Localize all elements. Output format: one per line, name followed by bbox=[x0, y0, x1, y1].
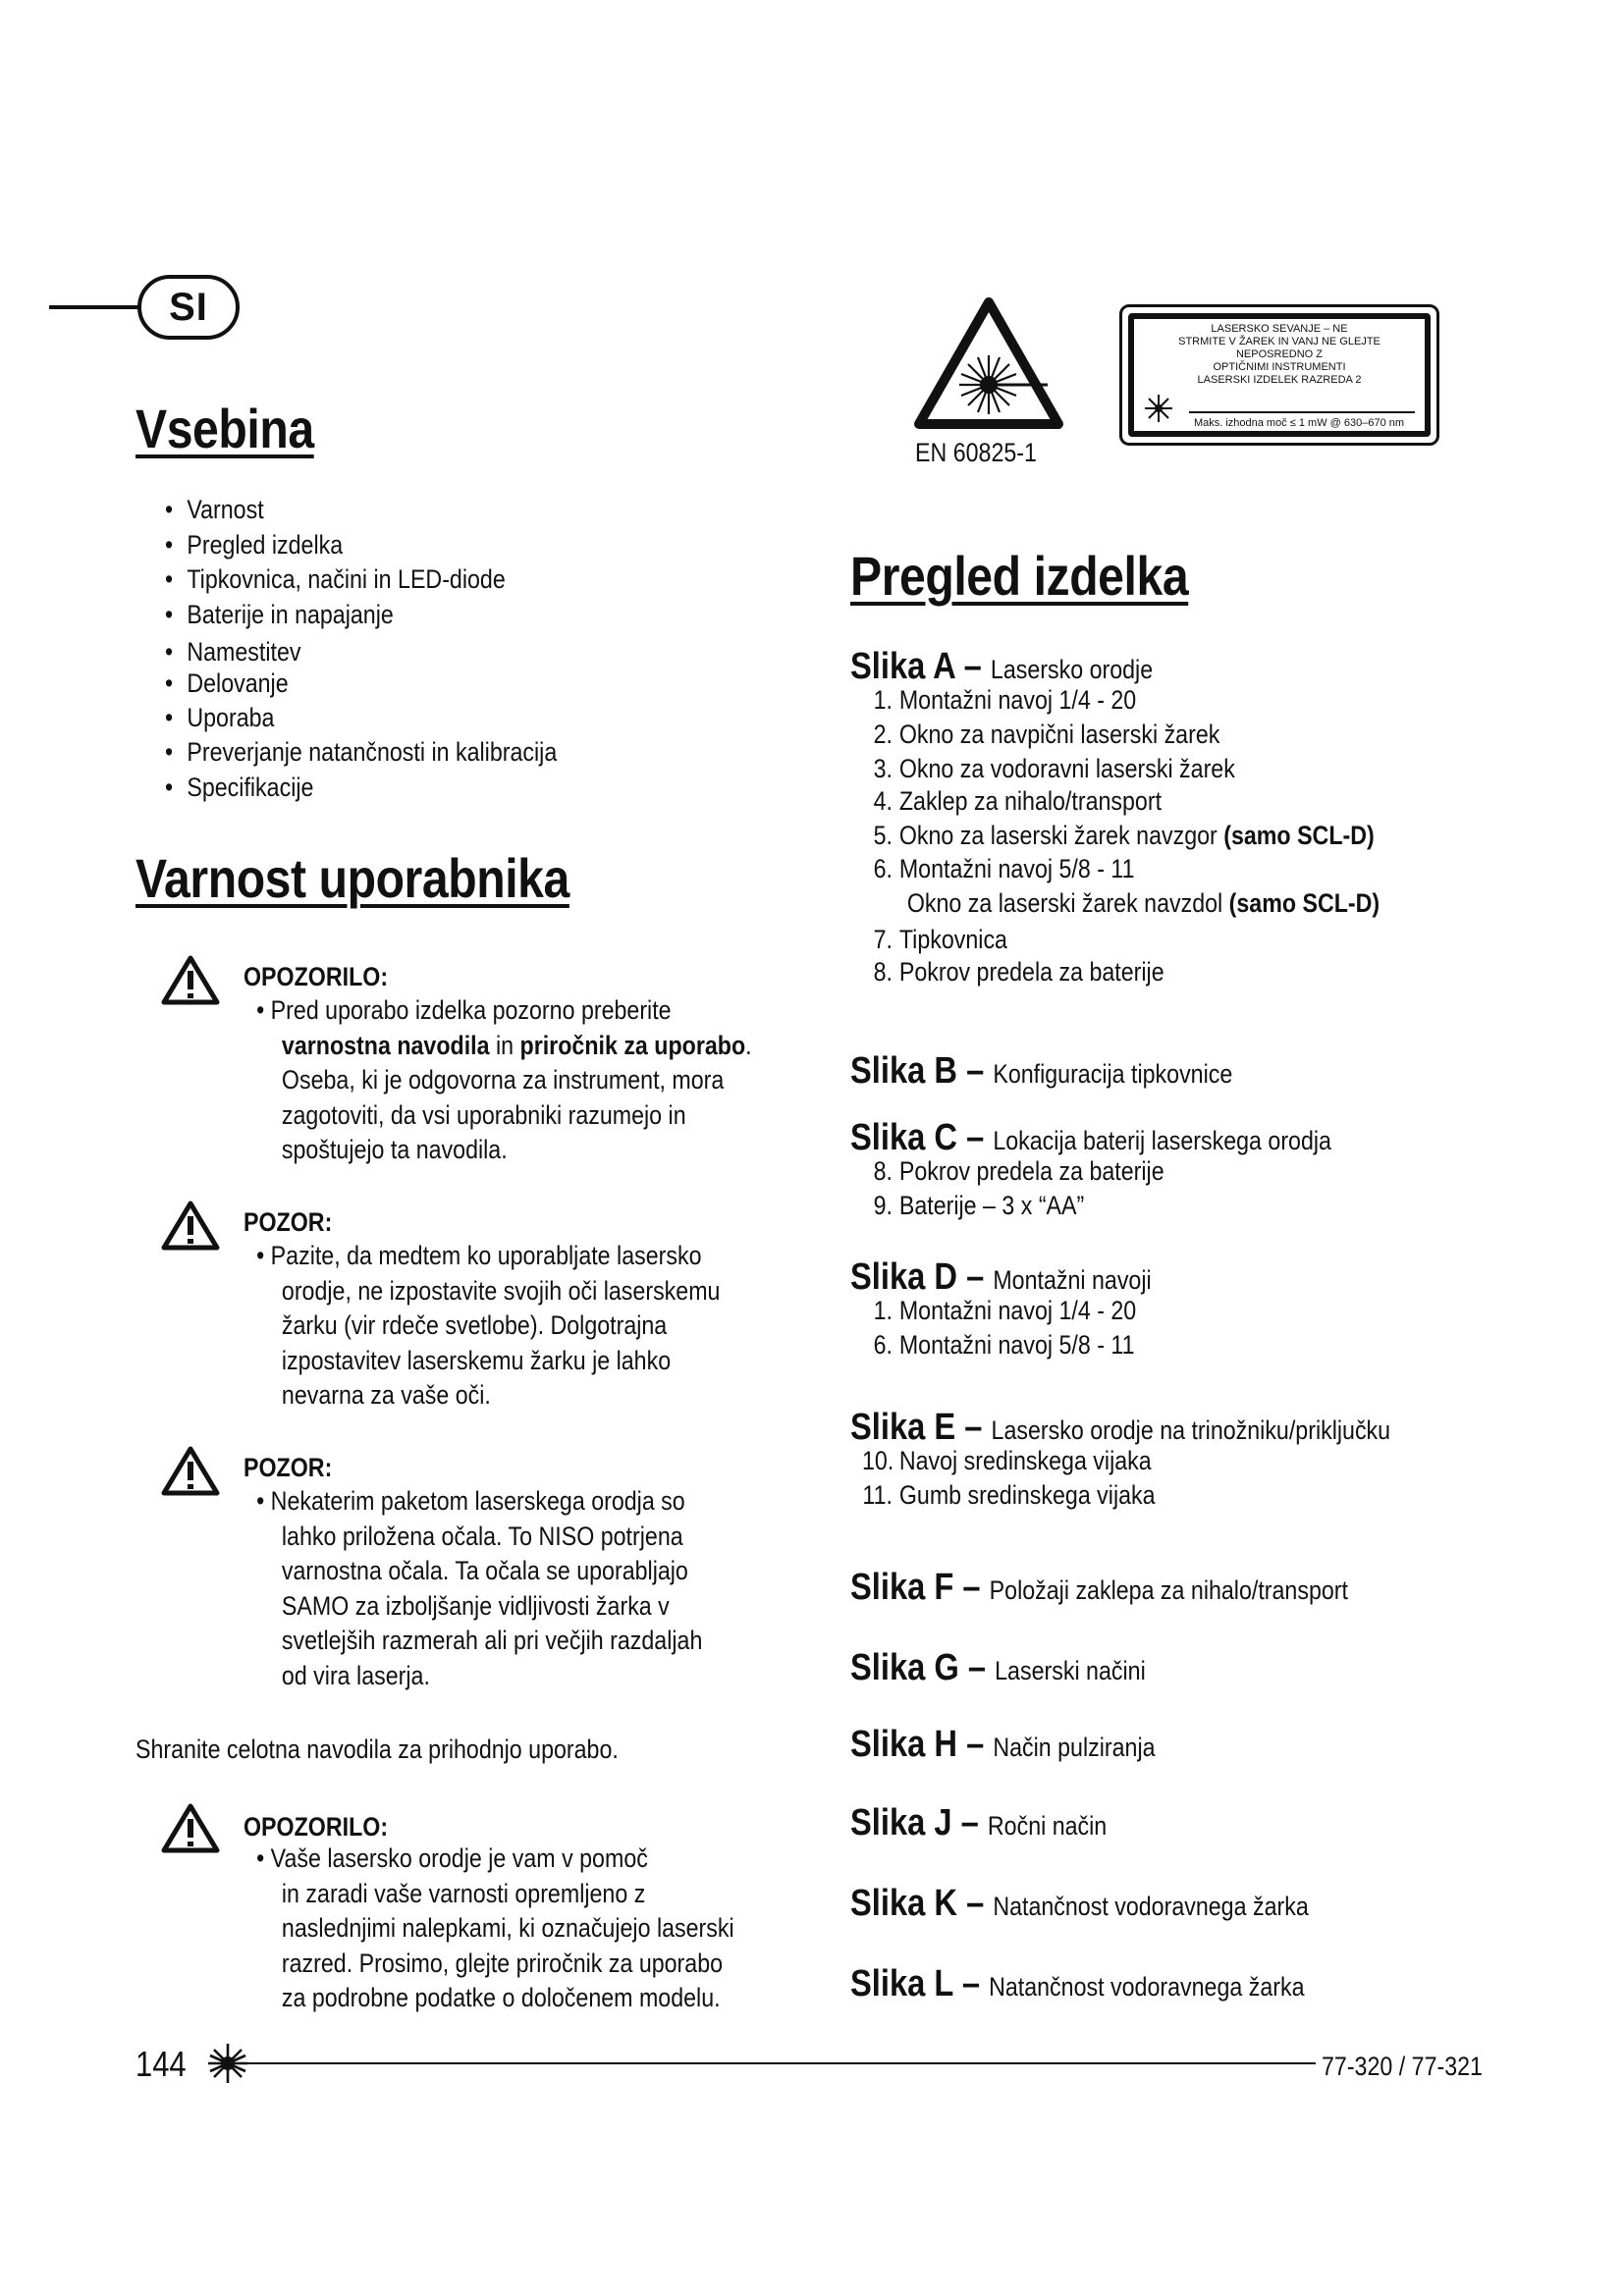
text-run: razred. Prosimo, glejte bbox=[281, 1948, 516, 1978]
text-run: . bbox=[745, 1030, 752, 1060]
part-number: 4. bbox=[873, 786, 893, 816]
figure-heading bbox=[850, 1567, 1348, 1609]
toc-item-label: Tipkovnica, načini in LED-diode bbox=[187, 564, 506, 594]
footer-rule bbox=[236, 2062, 1316, 2064]
part-label: Baterije – 3 x “AA” bbox=[898, 1191, 1085, 1220]
laser-hazard-icon bbox=[913, 296, 1064, 430]
part-label: Zaklep za nihalo/transport bbox=[898, 786, 1163, 816]
figure-description: Način pulziranja bbox=[993, 1733, 1156, 1762]
figure-heading bbox=[850, 1883, 1309, 1925]
figure-label: Slika D – bbox=[850, 1256, 994, 1298]
toc-item bbox=[165, 773, 313, 803]
toc-item bbox=[165, 637, 301, 667]
language-badge-line bbox=[49, 305, 139, 309]
figure-part-item bbox=[862, 1156, 1164, 1187]
text-run: • Nekaterim paketom laserskega orodja so bbox=[256, 1486, 685, 1516]
bullet: • bbox=[165, 737, 174, 767]
bullet: • bbox=[165, 530, 174, 560]
warning-line bbox=[269, 1344, 720, 1379]
figure-part-item bbox=[862, 1330, 1134, 1361]
figure-heading bbox=[850, 646, 1153, 688]
bullet: • bbox=[165, 495, 174, 524]
figure-label: Slika A – bbox=[850, 646, 991, 687]
warning-line bbox=[269, 1520, 702, 1555]
figure-part-item bbox=[862, 957, 1164, 988]
warning-line bbox=[269, 1063, 752, 1098]
part-label: Tipkovnica bbox=[898, 925, 1007, 954]
text-run: naslednjimi nalepkami, ki označujejo laserski bbox=[281, 1913, 734, 1943]
text-run: za podrobne podatke o določenem modelu. bbox=[281, 1983, 721, 2012]
part-number: 9. bbox=[873, 1191, 893, 1220]
toc-item-label: Specifikacije bbox=[187, 773, 314, 802]
figure-description: Natančnost vodoravnega žarka bbox=[989, 1972, 1305, 2002]
toc-item bbox=[165, 564, 506, 595]
toc-title: Vsebina bbox=[135, 398, 314, 459]
text-run: lahko priložena očala. To NISO potrjena bbox=[281, 1521, 683, 1551]
warning-title: OPOZORILO: bbox=[244, 1812, 389, 1842]
figure-description: Ročni način bbox=[987, 1811, 1108, 1841]
figure-heading bbox=[850, 1647, 1146, 1689]
language-badge: SI bbox=[137, 275, 240, 340]
laser-label-line: LASERSKO SEVANJE – NE bbox=[1211, 323, 1348, 335]
text-run: spoštujejo ta navodila. bbox=[281, 1135, 508, 1164]
laser-label-divider bbox=[1189, 411, 1415, 413]
laser-standard-label: EN 60825-1 bbox=[915, 438, 1037, 467]
figure-description: Lokacija baterij laserskega orodja bbox=[993, 1126, 1331, 1155]
warning-line bbox=[269, 1029, 752, 1064]
laser-output-text: Maks. izhodna moč ≤ 1 mW @ 630–670 nm bbox=[1193, 417, 1405, 429]
part-number: 8. bbox=[873, 1156, 893, 1186]
figure-part-item bbox=[862, 1480, 1156, 1511]
warning-line bbox=[269, 1274, 720, 1309]
figure-heading bbox=[850, 1050, 1232, 1093]
part-label: Montažni navoj 5/8 - 11 bbox=[898, 854, 1135, 883]
bullet: • bbox=[165, 773, 174, 802]
warning-line bbox=[269, 1659, 702, 1694]
figure-heading bbox=[850, 1117, 1331, 1159]
safety-title: Varnost uporabnika bbox=[135, 847, 569, 909]
warning-text bbox=[256, 1842, 734, 2016]
toc-item-label: Delovanje bbox=[187, 668, 289, 698]
figure-heading bbox=[850, 1724, 1156, 1766]
figure-label: Slika J – bbox=[850, 1802, 988, 1843]
toc-item bbox=[165, 530, 343, 561]
toc-item-label: Uporaba bbox=[187, 703, 275, 732]
laser-label-text bbox=[1134, 323, 1425, 387]
figure-part-item bbox=[862, 1191, 1084, 1221]
warning-line bbox=[269, 1378, 720, 1414]
figure-description: Konfiguracija tipkovnice bbox=[993, 1059, 1233, 1089]
toc-item bbox=[165, 495, 264, 525]
part-label: Okno za navpični laserski žarek bbox=[898, 720, 1220, 749]
warning-line bbox=[256, 1239, 720, 1274]
figure-part-item bbox=[862, 720, 1219, 750]
bold-term: priročnik za uporabo bbox=[519, 1030, 746, 1060]
bullet: • bbox=[165, 668, 174, 698]
text-run: zagotoviti, da vsi uporabniki razumejo in bbox=[281, 1099, 686, 1130]
text-run: • Vaše lasersko orodje je vam v pomoč bbox=[256, 1843, 648, 1873]
figure-label: Slika K – bbox=[850, 1883, 994, 1924]
figure-description: Lasersko orodje na trinožniku/priključku bbox=[991, 1415, 1391, 1445]
figure-part-item bbox=[862, 925, 1007, 955]
part-label: Okno za vodoravni laserski žarek bbox=[898, 754, 1235, 783]
laser-class-label bbox=[1119, 304, 1439, 446]
model-number: 77-320 / 77-321 bbox=[1322, 2052, 1483, 2081]
warning-triangle-icon bbox=[161, 1802, 220, 1853]
part-label: Pokrov predela za baterije bbox=[898, 1156, 1164, 1186]
text-run: svetlejših razmerah ali pri večjih razdaljah bbox=[281, 1626, 703, 1655]
warning-line bbox=[256, 1842, 734, 1877]
figure-label: Slika C – bbox=[850, 1117, 994, 1158]
part-number: 11. bbox=[862, 1480, 893, 1510]
warning-line bbox=[269, 1877, 734, 1912]
figure-heading bbox=[850, 1802, 1107, 1844]
part-label: Montažni navoj 1/4 - 20 bbox=[898, 1296, 1137, 1325]
toc-item-label: Namestitev bbox=[187, 637, 301, 667]
text-run: izpostavitev laserskemu žarku je lahko bbox=[281, 1345, 672, 1375]
figure-heading bbox=[850, 1407, 1390, 1449]
figure-description: Natančnost vodoravnega žarka bbox=[993, 1892, 1309, 1921]
text-run: žarku (vir rdeče svetlobe). Dolgotrajna bbox=[281, 1310, 668, 1340]
warning-line bbox=[256, 993, 752, 1029]
warning-title: OPOZORILO: bbox=[244, 962, 389, 991]
laser-label-line: NEPOSREDNO Z bbox=[1235, 348, 1323, 360]
warning-triangle-icon bbox=[161, 1445, 220, 1496]
warning-line bbox=[269, 1554, 702, 1589]
part-note: (samo SCL-D) bbox=[1228, 888, 1380, 918]
figure-heading bbox=[850, 1963, 1305, 2005]
text-run: SAMO za izboljšanje vidljivosti žarka v bbox=[281, 1590, 670, 1621]
warning-triangle-icon bbox=[161, 1200, 220, 1251]
safety-note: Shranite celotna navodila za prihodnjo uporabo. bbox=[135, 1735, 619, 1764]
warning-line bbox=[269, 1133, 752, 1168]
toc-item bbox=[165, 600, 394, 630]
figure-part-item bbox=[862, 1446, 1152, 1476]
figure-description: Montažni navoji bbox=[993, 1265, 1152, 1295]
text-run: • Pazite, da medtem ko uporabljate lasersko bbox=[256, 1241, 702, 1270]
part-label: Gumb sredinskega vijaka bbox=[898, 1480, 1156, 1510]
warning-text bbox=[256, 993, 752, 1168]
bullet: • bbox=[165, 637, 174, 667]
text-run: priročnik za uporabo bbox=[515, 1948, 724, 1978]
bold-term: varnostna navodila bbox=[281, 1030, 490, 1060]
figure-label: Slika E – bbox=[850, 1407, 992, 1448]
warning-text bbox=[256, 1239, 721, 1414]
warning-line bbox=[269, 1947, 734, 1982]
text-run: in bbox=[489, 1030, 520, 1060]
laser-label-line: LASERSKI IZDELEK RAZREDA 2 bbox=[1197, 374, 1362, 386]
part-number: 1. bbox=[873, 685, 893, 715]
part-number: 8. bbox=[873, 957, 893, 987]
part-label: Montažni navoj 5/8 - 11 bbox=[898, 1330, 1135, 1360]
warning-triangle-icon bbox=[161, 954, 220, 1005]
part-number: 6. bbox=[873, 1330, 893, 1360]
figure-label: Slika G – bbox=[850, 1647, 996, 1688]
warning-line bbox=[269, 1098, 752, 1134]
part-label: Okno za laserski žarek navzdol bbox=[906, 888, 1229, 918]
bullet: • bbox=[165, 600, 174, 629]
figure-part-item bbox=[862, 854, 1134, 884]
laser-label-line: OPTIČNIMI INSTRUMENTI bbox=[1213, 361, 1346, 373]
figure-label: Slika F – bbox=[850, 1567, 990, 1608]
page-number: 144 bbox=[135, 2044, 187, 2084]
text-run: od vira laserja. bbox=[281, 1660, 430, 1690]
toc-item-label: Preverjanje natančnosti in kalibracija bbox=[187, 737, 558, 767]
figure-part-item bbox=[862, 1296, 1136, 1326]
bullet: • bbox=[165, 703, 174, 732]
figure-part-item bbox=[862, 685, 1136, 716]
text-run: varnostna očala. Ta očala se uporabljajo bbox=[281, 1556, 688, 1585]
text-run: nevarna za vaše oči. bbox=[281, 1380, 491, 1410]
part-label: Navoj sredinskega vijaka bbox=[898, 1446, 1152, 1475]
figure-label: Slika L – bbox=[850, 1963, 990, 2004]
toc-item-label: Varnost bbox=[187, 495, 264, 524]
part-note: (samo SCL-D) bbox=[1223, 821, 1375, 850]
part-number: 5. bbox=[873, 821, 893, 850]
overview-title: Pregled izdelka bbox=[850, 545, 1189, 607]
figure-description: Laserski načini bbox=[995, 1656, 1146, 1685]
part-number: 1. bbox=[873, 1296, 893, 1325]
warning-line bbox=[269, 1981, 734, 2016]
part-label: Pokrov predela za baterije bbox=[898, 957, 1164, 987]
laser-label-line: STRMITE V ŽAREK IN VANJ NE GLEJTE bbox=[1178, 336, 1380, 347]
bullet: • bbox=[165, 564, 174, 594]
warning-title: POZOR: bbox=[244, 1453, 333, 1482]
part-number: 2. bbox=[873, 720, 893, 749]
part-label: Montažni navoj 1/4 - 20 bbox=[898, 685, 1137, 715]
figure-label: Slika H – bbox=[850, 1724, 994, 1765]
figure-description: Položaji zaklepa za nihalo/transport bbox=[989, 1575, 1348, 1605]
toc-item bbox=[165, 703, 274, 733]
warning-line bbox=[269, 1589, 702, 1625]
warning-line bbox=[269, 1624, 702, 1659]
figure-part-item bbox=[862, 786, 1162, 817]
text-run: • Pred uporabo izdelka pozorno preberite bbox=[256, 995, 672, 1025]
figure-part-item bbox=[862, 754, 1235, 784]
part-number: 3. bbox=[873, 754, 893, 783]
part-label: Okno za laserski žarek navzgor bbox=[898, 821, 1224, 850]
toc-item bbox=[165, 668, 289, 699]
warning-line bbox=[269, 1911, 734, 1947]
text-run: in zaradi vaše varnosti opremljeno z bbox=[281, 1878, 646, 1908]
toc-item bbox=[165, 737, 557, 768]
toc-item-label: Pregled izdelka bbox=[187, 530, 344, 560]
figure-description: Lasersko orodje bbox=[990, 655, 1154, 684]
warning-title: POZOR: bbox=[244, 1207, 333, 1237]
toc-item-label: Baterije in napajanje bbox=[187, 600, 394, 629]
warning-line bbox=[256, 1484, 702, 1520]
text-run: orodje, ne izpostavite svojih oči laserskemu bbox=[281, 1275, 721, 1306]
part-number: 10. bbox=[862, 1446, 894, 1475]
figure-part-item bbox=[862, 821, 1375, 851]
figure-part-item bbox=[870, 888, 1380, 919]
part-number: 7. bbox=[873, 925, 893, 954]
figure-heading bbox=[850, 1256, 1152, 1299]
warning-line bbox=[269, 1308, 720, 1344]
part-number: 6. bbox=[873, 854, 893, 883]
text-run: Oseba, ki je odgovorna za instrument, mora bbox=[281, 1065, 725, 1095]
warning-text bbox=[256, 1484, 703, 1693]
figure-label: Slika B – bbox=[850, 1050, 994, 1092]
